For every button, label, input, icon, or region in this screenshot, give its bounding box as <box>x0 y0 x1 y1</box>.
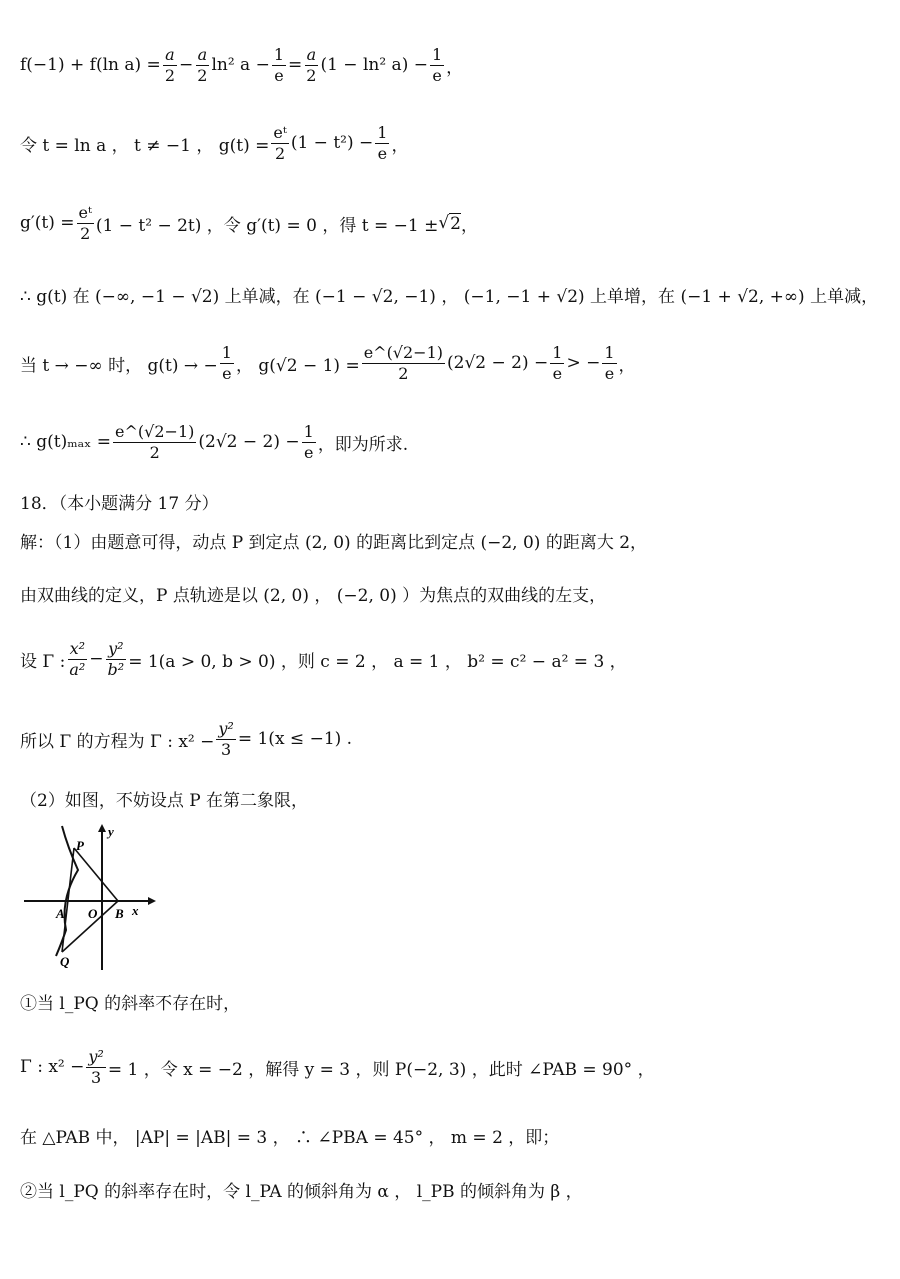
solution-line-3: 设 Γ : $\frac{\text{x²}}{\text{a²}}$ − $\frac{\text{y²}}{\text{b²}}$ = 1(a > 0, b > 0) ，则 c = 2 ， a = 1 ， b² = c² − a² = 3 ， <box>20 639 627 679</box>
case-1-triangle: 在 △PAB 中， |AP| = |AB| = 3 ， ∴ ∠PBA = 45° ， m = 2 ，即； <box>20 1128 560 1148</box>
problem-heading: 18．（本小题满分 17 分） <box>20 494 219 514</box>
fraction: $\frac{1}{e}$ <box>221 343 232 383</box>
label-y: y <box>108 824 114 839</box>
equation-line-5: 当 t → −∞ 时， g(t) → − $\frac{1}{e}$ ， g(√2 − 1) = $\frac{e\^{}(√2-1)}{2}$ (2√2 − 2) − $\frac{1}{e}$ > − $\frac{1}{e}$ ， <box>20 343 636 383</box>
x-axis-arrow <box>148 897 156 905</box>
fraction: $\frac{a}{2}$ <box>306 45 317 85</box>
fraction: $\frac{1}{e}$ <box>377 123 388 163</box>
label-A: A <box>56 906 65 921</box>
fraction: $\frac{1}{e}$ <box>431 45 443 85</box>
solution-line-2: 由双曲线的定义，P 点轨迹是以 (2, 0) ， (−2, 0) ）为焦点的双曲线的左支， <box>20 586 607 606</box>
equation-line-1: f(−1) + f(ln a) = $\frac{a}{2}$ − $\frac{a}{2}$ ln² a − $\frac{1}{e}$ = $\frac{a}{2}$ (1 − ln² a) − $\frac{1}{e}$ ， <box>20 45 464 85</box>
fraction: $\frac{1}{e}$ <box>303 422 314 462</box>
label-P: P <box>76 838 84 853</box>
fraction: $\frac{\text{y²}}{3}$ <box>218 719 234 759</box>
hyperbola-figure <box>22 820 158 972</box>
fraction: $\frac{\text{eᵗ}}{2}$ <box>78 203 92 243</box>
solution-line-5: （2）如图，不妨设点 P 在第二象限， <box>20 791 309 811</box>
line-PB <box>74 848 118 901</box>
solution-line-4: 所以 Γ 的方程为 Γ : x² − $\frac{\text{y²}}{3}$ = 1(x ≤ −1) . <box>20 719 353 759</box>
fraction: $\frac{e\^{}(√2-1)}{2}$ <box>115 422 195 462</box>
fraction: $\frac{1}{e}$ <box>273 45 285 85</box>
l1-lhs: f(−1) + f(ln a) = <box>20 55 161 76</box>
fraction: $\frac{\text{x²}}{\text{a²}}$ <box>69 639 86 679</box>
case-2-heading: ②当 l_PQ 的斜率存在时，令 l_PA 的倾斜角为 α ， l_PB 的倾斜角为 β ， <box>20 1182 583 1202</box>
case-1-heading: ①当 l_PQ 的斜率不存在时， <box>20 994 241 1014</box>
equation-line-4: ∴ g(t) 在 (−∞, −1 − √2) 上单减，在 (−1 − √2, −1) ， (−1, −1 + √2) 上单增，在 (−1 + √2, +∞) 上单减， <box>20 287 879 307</box>
label-x: x <box>132 903 139 918</box>
hyperbola-left-branch <box>56 826 78 956</box>
fraction: $\frac{e\^{}(√2-1)}{2}$ <box>363 343 444 383</box>
fraction: $\frac{\text{eᵗ}}{2}$ <box>273 123 287 163</box>
label-Q: Q <box>60 954 70 969</box>
y-axis-arrow <box>98 824 106 832</box>
sqrt-symbol <box>438 213 449 233</box>
equation-line-2: 令 t = ln a ， t ≠ −1 ， g(t) = $\frac{\text{eᵗ}}{2}$ (1 − t²) − $\frac{1}{e}$ ， <box>20 123 409 163</box>
case-1-line: Γ : x² − $\frac{\text{y²}}{3}$ = 1 ，令 x = −2 ，解得 y = 3 ，则 P(−2, 3) ，此时 ∠PAB = 90° ， <box>20 1047 655 1087</box>
fraction: $\frac{\text{y²}}{\text{b²}}$ <box>107 639 125 679</box>
equation-line-6: ∴ g(t)ₘₐₓ = $\frac{e\^{}(√2-1)}{2}$ (2√2 − 2) − $\frac{1}{e}$ ，即为所求. <box>20 422 409 462</box>
equation-line-3: g′(t) = $\frac{\text{eᵗ}}{2}$ (1 − t² − 2t) ，令 g′(t) = 0 ，得 t = −1 ± √ 2 ， <box>20 204 478 242</box>
fraction: $\frac{1}{e}$ <box>604 343 615 383</box>
fraction: $\frac{1}{e}$ <box>552 343 563 383</box>
solution-line-1: 解：（1）由题意可得，动点 P 到定点 (2, 0) 的距离比到定点 (−2, 0) 的距离大 2， <box>20 533 648 553</box>
fraction: $\frac{a}{2}$ <box>164 45 175 85</box>
fraction: $\frac{a}{2}$ <box>197 45 208 85</box>
label-O: O <box>88 906 98 921</box>
fraction: $\frac{\text{y²}}{3}$ <box>88 1047 104 1087</box>
label-B: B <box>115 906 124 921</box>
